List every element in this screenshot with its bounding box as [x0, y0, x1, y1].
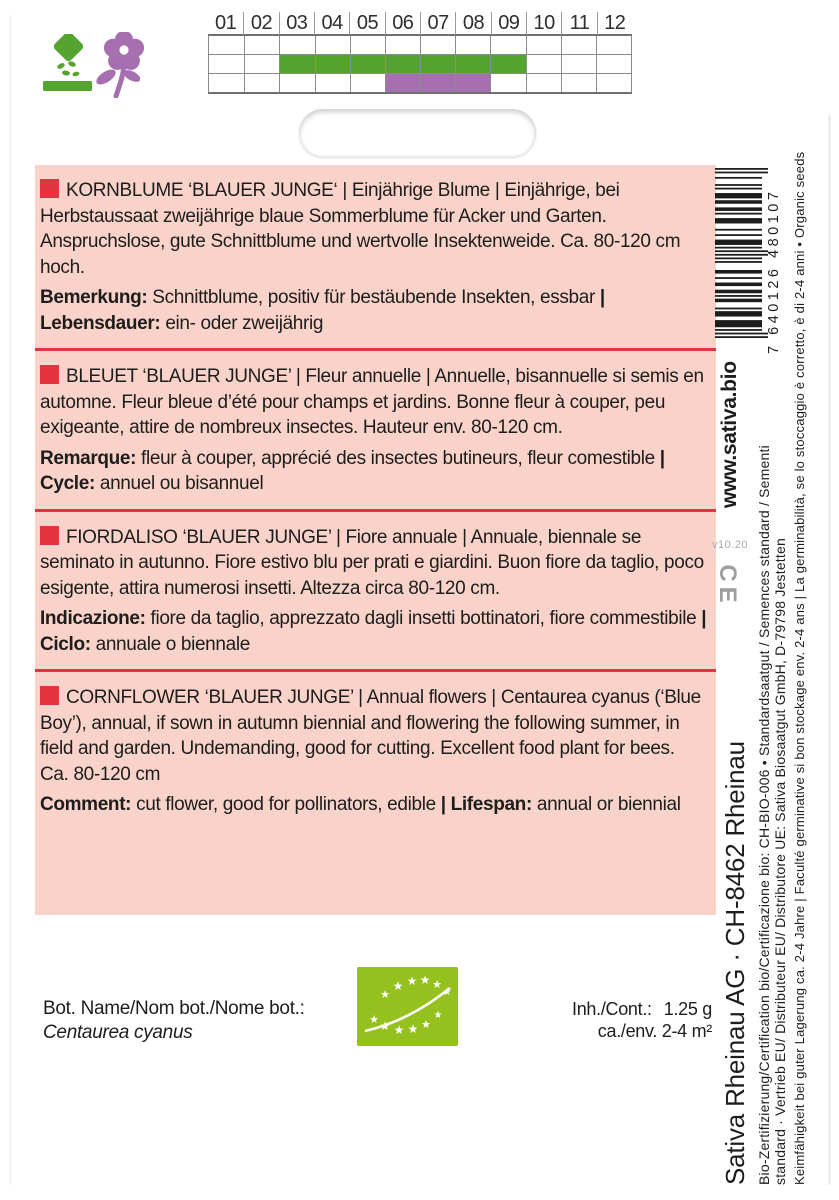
calendar-month-labels [208, 12, 632, 34]
lifespan-text: annuale o biennale [95, 633, 250, 655]
calendar-cell [420, 36, 455, 54]
contents-value: 1.25 g [663, 999, 712, 1019]
calendar-cell [490, 36, 525, 54]
calendar-cell [209, 55, 244, 73]
svg-text:★: ★ [406, 974, 418, 988]
calendar-cell [490, 74, 525, 92]
calendar-cell [350, 74, 385, 92]
calendar-month-label: 11 [561, 12, 596, 35]
note-label: Indicazione: [40, 608, 146, 629]
note-text: fleur à couper, apprécié des insectes butineurs, fleur comestible [141, 447, 655, 469]
ean-barcode-number: 7 640126 480107 [766, 188, 782, 354]
svg-text:★: ★ [419, 973, 431, 987]
calendar-month-label: 10 [526, 12, 561, 35]
contents-label: Inh./Cont.: [572, 999, 652, 1019]
block-text: Einjährige, bei Herbstaussaat zweijährige blaue Sommerblume für Acker und Garten. Anspruchslose, gute Schnittblume und wertvolle Insektenweide. Ca. 80-120 cm hoch. [40, 180, 681, 278]
pipe-separator: | [494, 180, 500, 201]
lifespan-text: annuel ou bisannuel [99, 473, 264, 494]
ce-mark: CE [714, 564, 741, 608]
calendar-row-sowing [209, 55, 631, 74]
svg-text:★: ★ [379, 1019, 391, 1033]
block-description [40, 178, 708, 280]
block-text: Annuelle, bisannuelle si semis en automne. Fleur bleue d’été pour champs et jardins. Bonne fleur à couper, peu exigeante, attire de nombreux insectes. Hauteur env. 80-120 cm. [40, 366, 704, 438]
note-text: fiore da taglio, apprezzato dagli insetti bottinatori, fiore commestibile [150, 608, 697, 629]
calendar-cell [420, 55, 455, 73]
svg-text:★: ★ [421, 1018, 431, 1031]
calendar-cell [596, 74, 631, 92]
packet-right-edge [828, 115, 831, 1185]
calendar-cell [385, 36, 420, 54]
calendar-cell [209, 36, 244, 54]
calendar-cell [279, 55, 314, 73]
block-note [40, 606, 708, 657]
block-description [40, 525, 708, 602]
block-title: CORNFLOWER ‘BLAUER JUNGE’ [66, 687, 354, 708]
coverage-line: ca./env. 2-4 m² [597, 1021, 712, 1041]
svg-text:★: ★ [380, 988, 390, 1001]
calendar-month-label: 12 [597, 12, 632, 35]
calendar-cell [279, 74, 314, 92]
block-description [40, 364, 708, 441]
block-type: Fleur annuelle [305, 366, 421, 387]
lang-block-en [35, 672, 716, 830]
calendar-cell [315, 55, 350, 73]
calendar-cell [385, 74, 420, 92]
certification-line-1: Bio-Zertifizierung/Certification bio/Certificazione bio: CH-BIO-006 • Standardsaatgut / Semences standard / Sementi [756, 445, 772, 1185]
botanical-name-label: Bot. Name/Nom bot./Nome bot.: [43, 998, 305, 1019]
block-text: Annuale, biennale se seminato in autunno. Fiore estivo blu per prati e giardini. Buon fiore da taglio, poco esigente, attira numerosi insetti. Altezza circa 80-120 cm. [40, 526, 704, 599]
lifespan-text: annual or biennial [536, 794, 681, 815]
svg-text:★: ★ [432, 978, 442, 991]
calendar-month-label: 01 [215, 12, 237, 34]
calendar-month-label: 03 [279, 12, 314, 35]
calendar-cell [455, 36, 490, 54]
botanical-name-value: Centaurea cyanus [43, 1022, 193, 1043]
eu-organic-leaf-logo [357, 967, 458, 1051]
calendar-row-flowering [209, 74, 631, 92]
pipe-separator: | [335, 526, 341, 548]
red-square-bullet [40, 686, 59, 705]
block-description [40, 685, 708, 787]
lang-block-it [35, 512, 716, 670]
block-title: FIORDALISO ‘BLAUER JUNGE’ [66, 526, 332, 548]
calendar-cell [279, 36, 314, 54]
packet-left-edge [9, 15, 11, 1185]
note-text: Schnittblume, positiv für bestäubende Insekten, essbar [152, 287, 595, 308]
botanical-name [43, 997, 305, 1045]
calendar-cell [244, 55, 279, 73]
calendar-cell [526, 74, 561, 92]
note-text: cut flower, good for pollinators, edible [136, 794, 436, 815]
red-square-bullet [40, 365, 59, 384]
block-type: Annual flowers [366, 687, 487, 708]
hang-hole [299, 109, 536, 157]
calendar-cell [350, 36, 385, 54]
calendar-month-label: 08 [455, 12, 490, 35]
red-square-bullet [40, 526, 59, 545]
contents-info [572, 998, 712, 1042]
svg-text:★: ★ [393, 1023, 405, 1037]
pipe-separator: | [462, 526, 467, 548]
lifespan-label: | Lifespan: [440, 794, 532, 815]
calendar-month-label: 02 [243, 12, 278, 35]
calendar-month-label: 05 [349, 12, 384, 35]
svg-text:★: ★ [407, 1022, 419, 1036]
block-text: Centaurea cyanus (‘Blue Boy’), annual, if sown in autumn biennial and flowering the following summer, in field and garden. Undemanding, good for cutting. Excellent food plant for bees. Ca. 80-120 cm [40, 687, 701, 785]
block-note [40, 446, 708, 497]
sowing-calendar [208, 12, 632, 94]
company-address: Sativa Rheinau AG · CH-8462 Rheinau [720, 741, 750, 1185]
pipe-separator: | [491, 687, 496, 708]
svg-text:★: ★ [369, 1013, 379, 1026]
calendar-grid-body [208, 34, 632, 94]
germination-line: Keimfähigkeit bei guter Lagerung ca. 2-4 Jahre | Faculté germinative si bon stockage env. 2-4 ans | La germinabilità, se lo stoccaggio è corretto, è di 2-4 anni • Organic seeds [792, 151, 807, 1185]
calendar-cell [315, 36, 350, 54]
calendar-month-label: 06 [385, 12, 420, 35]
certification-line-2: standard · Vertrieb EU/ Distributeur EU/ Distributore UE: Sativa Biosaatgut GmbH, D-79798 Jestetten [772, 538, 788, 1185]
calendar-month-label: 04 [314, 12, 349, 35]
lifespan-label: | Ciclo: [40, 608, 707, 655]
pipe-separator: | [358, 687, 363, 708]
contents-line [572, 998, 712, 1020]
calendar-cell [596, 36, 631, 54]
pipe-separator: | [342, 180, 347, 201]
calendar-cell [526, 36, 561, 54]
svg-text:★: ★ [442, 987, 452, 998]
note-label: Bemerkung: [40, 287, 148, 308]
block-note [40, 285, 708, 336]
calendar-cell [350, 55, 385, 73]
block-title: BLEUET ‘BLAUER JUNGE’ [66, 366, 291, 387]
description-panel [35, 165, 716, 915]
ean-barcode [715, 168, 773, 338]
calendar-cell [385, 55, 420, 73]
svg-text:★: ★ [433, 1010, 443, 1021]
calendar-month-label: 09 [491, 12, 526, 35]
note-label: Remarque: [40, 447, 137, 469]
calendar-cell [455, 55, 490, 73]
lifespan-label: | Lebensdauer: [40, 287, 605, 334]
lifespan-label: | Cycle: [40, 447, 665, 494]
calendar-cell [490, 55, 525, 73]
lifespan-text: ein- oder zweijährig [165, 312, 324, 334]
calendar-cell [596, 55, 631, 73]
calendar-cell [455, 74, 490, 92]
block-title: KORNBLUME ‘BLAUER JUNGE‘ [66, 180, 338, 201]
calendar-row-spare [209, 36, 631, 55]
block-type: Einjährige Blume [351, 180, 490, 201]
calendar-cell [561, 55, 596, 73]
flower-icon [94, 32, 152, 103]
block-note [40, 792, 708, 818]
red-square-bullet [40, 179, 59, 198]
calendar-cell [244, 36, 279, 54]
seed-sowing-icon [42, 34, 94, 97]
block-type: Fiore annuale [345, 526, 458, 548]
lang-block-de [35, 165, 716, 348]
calendar-cell [209, 74, 244, 92]
calendar-cell [561, 74, 596, 92]
pipe-separator: | [425, 366, 431, 387]
note-label: Comment: [40, 794, 132, 815]
pipe-separator: | [295, 366, 301, 387]
calendar-cell [315, 74, 350, 92]
lang-block-fr [35, 351, 716, 509]
website-url: www.sativa.bio [718, 361, 741, 508]
calendar-month-label: 07 [420, 12, 455, 35]
calendar-cell [526, 55, 561, 73]
right-info-rail [715, 151, 815, 1185]
svg-text:★: ★ [392, 979, 404, 993]
packet-version: v10.20 [712, 539, 749, 551]
calendar-cell [420, 74, 455, 92]
calendar-cell [244, 74, 279, 92]
calendar-cell [561, 36, 596, 54]
